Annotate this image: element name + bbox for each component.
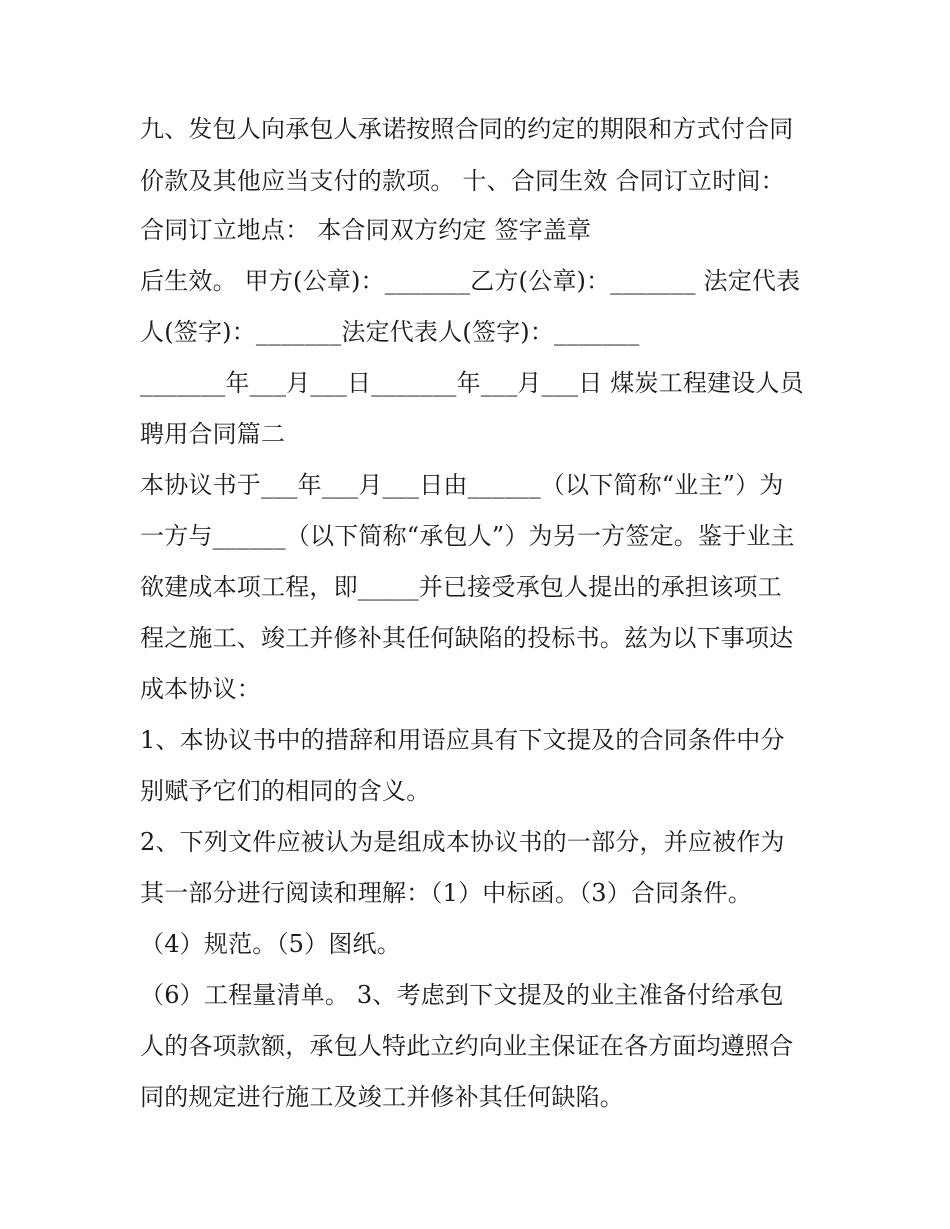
text-line: 人的各项款额，承包人特此立约向业主保证在各方面均遵照合 [140,1032,794,1060]
text-line: 其一部分进行阅读和理解：（1）中标函。（3）合同条件。 [140,879,752,907]
text-line: _______年___月___日_______年___月___日 煤炭工程建设人员 [140,369,804,397]
section-title: 聘用合同篇二 [140,420,286,448]
text-line: 程之施工、竣工并修补其任何缺陷的投标书。兹为以下事项达 [140,624,794,652]
text-line: （4）规范。（5）图纸。 [140,930,401,958]
text-line: 同的规定进行施工及竣工并修补其任何缺陷。 [140,1083,624,1111]
text-line: 价款及其他应当支付的款项。 十、合同生效 合同订立时间： [140,167,785,195]
text-line: 2、下列文件应被认为是组成本协议书的一部分，并应被作为 [140,828,785,856]
text-line: 本协议书于___年___月___日由______（以下简称“业主”）为 [140,471,784,499]
text-line: 1、本协议书中的措辞和用语应具有下文提及的合同条件中分 [140,726,785,754]
text-line: 欲建成本项工程，即_____并已接受承包人提出的承担该项工 [140,573,782,601]
text-line: 成本协议： [140,675,261,703]
text-line: 后生效。 甲方(公章)：_______乙方(公章)：_______ 法定代表 [140,267,801,295]
text-line: 合同订立地点： 本合同双方约定 签字盖章 [140,216,592,244]
text-line: 九、发包人向承包人承诺按照合同的约定的期限和方式付合同 [140,115,794,143]
text-line: （6）工程量清单。 3、考虑到下文提及的业主准备付给承包 [140,981,784,1009]
text-line: 人(签字)：_______法定代表人(签字)：_______ [140,318,640,346]
text-line: 一方与______（以下简称“承包人”）为另一方签定。鉴于业主 [140,522,795,550]
text-line: 别赋予它们的相同的含义。 [140,777,431,805]
